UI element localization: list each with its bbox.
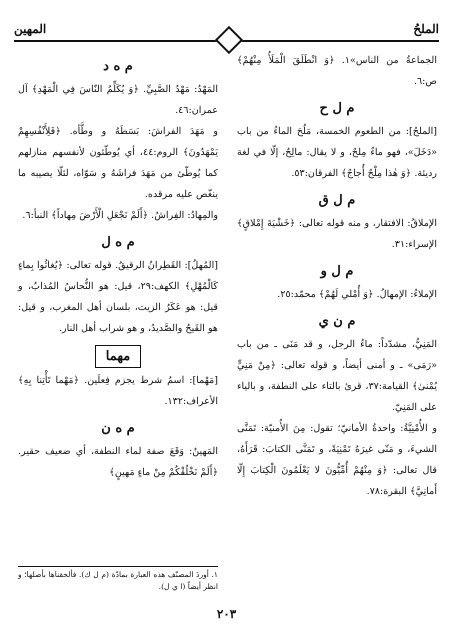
- entry-paragraph: المَنِيُّ، مشدّداً: ماءُ الرجل، و قد مَنَى ـ من باب «رَمَى» ـ و أمنى أيضاً، و قوله تعالى: ﴿مِنْ مَنِيٍّ يُمْنىٰ﴾ القيامة:٣٧، قرئ بالتاء على النطفة، و بالياء على المَنِيّ.: [237, 339, 438, 413]
- entry-heading-mahma-box: [18, 345, 218, 368]
- footnote: ١. أوردَ المصنّف هذه العبارة بمادّة (م ل ك). فألحقناها بأصلها؛ و انظر أيضاً (ا ي ل).: [18, 570, 218, 591]
- entry-paragraph: الإملاءُ: الإمهالُ. ﴿وَ أُمْلي لَهُمْ﴾ محمّد:٢٥.: [277, 289, 437, 300]
- entry-heading-mny: م ن ي: [318, 314, 356, 329]
- left-column: [18, 50, 218, 483]
- header-left-word: المهين: [14, 22, 47, 36]
- entry-paragraph: الجماعةُ من الناس»١. ﴿وَ انْطَلَقَ الْمَلَأُ مِنْهُمْ﴾ ص:٦.: [237, 55, 437, 87]
- page-number: ٢٠٣: [216, 607, 237, 621]
- entry-heading-mhl: م ه ل: [101, 235, 135, 250]
- entry-paragraph: و الأُمْنِيَّةُ: واحدةُ الأمانيّ؛ تقول: مِنَ الأُمنيّة: تَمَنَّى الشيءَ، و مَنّى غيرَهُ تَمْنِيَةً، و تَمَنَّى الكتابَ: قَرَأَهُ، قال تعالى: ﴿وَ مِنْهُمْ أُمِّيُّونَ لا يَعْلَمُونَ الْكِتابَ إِلّا أَمانِيَّ﴾ البقرة:٧٨.: [237, 423, 437, 497]
- entry-paragraph: [المُهلُ]: القَطِرانُ الرقيقُ. قوله تعالى: ﴿يُغاثُوا بِماءٍ كَالْمُهْلِ﴾ الكهف:٢٩، قيل: هو النُّحاسُ المُذابُ، و قيل: هو عَكَرُ الزيت، بلسان أهل المغرب، و قيل: هو القَيحُ والصَّديدُ، و هو شراب أهل النار.: [18, 260, 219, 334]
- entry-paragraph: المَهينُ: وَقَعَ صفة لماء النطفة، أي ضعيف حقير. ﴿أَلَمْ نَخْلُقْكُمْ مِنْ ماءٍ مَهينٍ﴾: [18, 446, 218, 478]
- boxed-heading: مهما: [95, 345, 141, 368]
- running-header: [14, 22, 439, 40]
- entry-heading-mhd: م ه د: [103, 59, 133, 74]
- entry-paragraph: والمِهادُ: الفِراشُ. ﴿أَلَمْ نَجْعَلِ الْأَرْضَ مِهاداً﴾ النبأ:٦.: [22, 210, 218, 221]
- entry-paragraph: المَهْدُ: مَهْدُ الصَّبِيِّ. ﴿وَ يُكَلِّمُ النّاسَ فِي الْمَهْدِ﴾ آل عمران:٤٦.: [18, 84, 218, 116]
- entry-heading-mlh: م ل ح: [319, 101, 355, 116]
- entry-heading-mlq: م ل ق: [318, 193, 356, 208]
- entry-paragraph: [الملحُ]: من الطعوم الخمسة، مَلُحَ الماءُ من باب «دَخَلَ»، فهو ماءٌ مِلحٌ، و لا يقال: مالِحٌ، إلّا في لغة رديئة. ﴿وَ هٰذا مِلْحٌ أُجاجٌ﴾ الفرقان:٥٣.: [237, 126, 437, 179]
- entry-paragraph: [مَهْما]: اسمُ شرط يجزم فِعلَين. ﴿مَهْما تَأْتِنا بِهِ﴾ الأعراف:١٣٢.: [18, 375, 218, 407]
- entry-heading-mlw: م ل و: [320, 264, 354, 279]
- entry-paragraph: الإملاقُ: الافتقار، و منه قوله تعالى: ﴿خَشْيَةَ إِمْلاقٍ﴾ الإسراء:٣١.: [237, 218, 437, 250]
- entry-paragraph: و مَهَدَ الفراشَ: بَسَطَهُ و وطَّأه. ﴿فَلِأَنْفُسِهِمْ يَمْهَدُونَ﴾ الروم:٤٤، أي يُوطّئون لأنفسهم منازلهم كما يُوطّئ من مَهَدَ فراشَهُ و سَوّاه، لئلّا يصيبه ما ينغّص عليه مرقده.: [18, 126, 219, 200]
- entry-heading-mhn: م ه ن: [101, 421, 135, 436]
- footnote-rule: [18, 566, 218, 567]
- right-column: [237, 50, 437, 502]
- header-right-word: الملحُ: [413, 22, 439, 36]
